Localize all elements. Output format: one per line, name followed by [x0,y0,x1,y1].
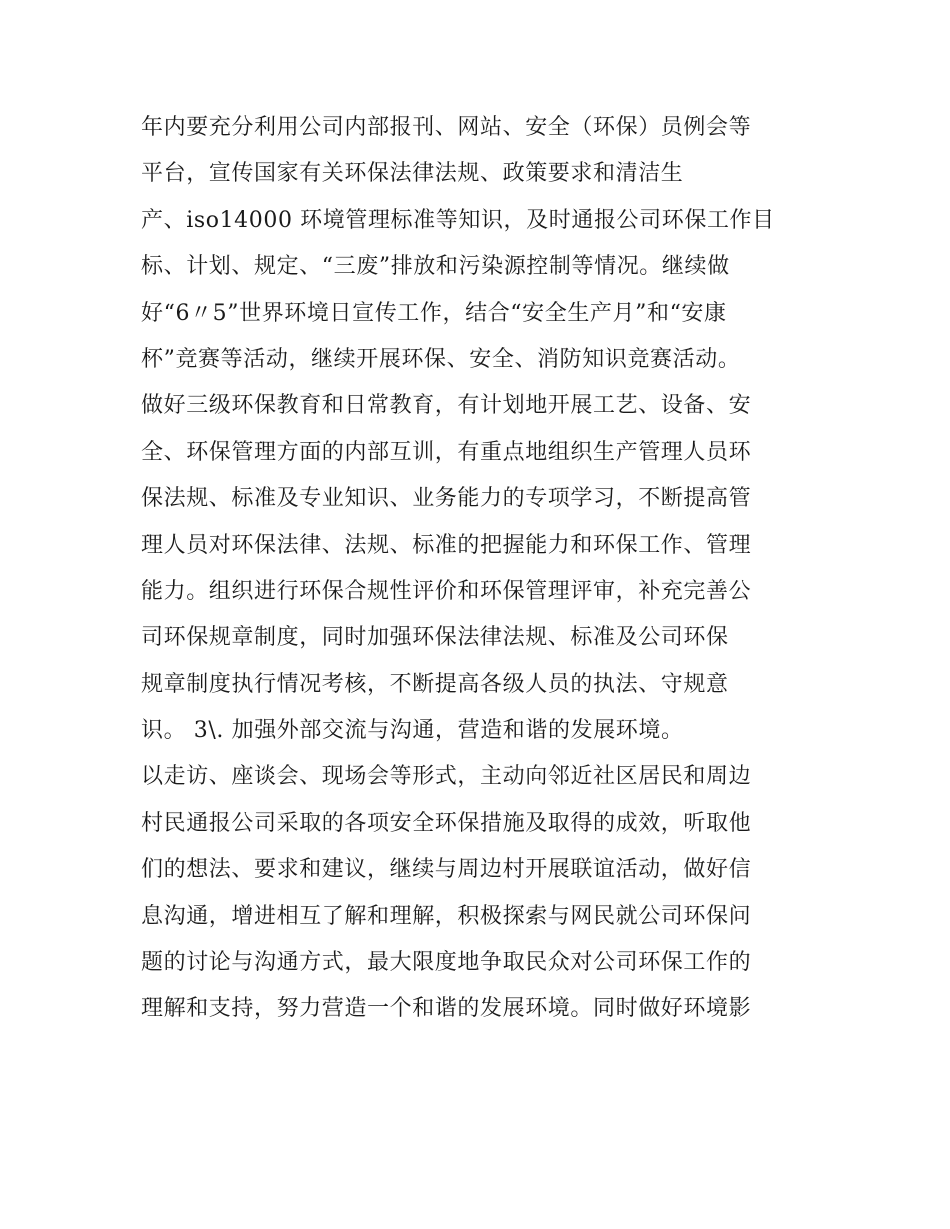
text-line: 题的讨论与沟通方式，最大限度地争取民众对公司环保工作的 [141,950,752,976]
text-line: 产、iso14000 环境管理标准等知识，及时通报公司环保工作目 [141,207,775,233]
text-line: 保法规、标准及专业知识、业务能力的专项学习，不断提高管 [141,486,752,512]
text-line: 标、计划、规定、“三废”排放和污染源控制等情况。继续做 [141,254,730,280]
text-line: 平台，宣传国家有关环保法律法规、政策要求和清洁生 [141,161,684,187]
text-line: 年内要充分利用公司内部报刊、网站、安全（环保）员例会等 [141,115,752,140]
text-line: 好“6〃5”世界环境日宣传工作，结合“安全生产月”和“安康 [141,300,727,326]
text-line: 全、环保管理方面的内部互训，有重点地组织生产管理人员环 [141,439,752,465]
body-text [141,105,821,1033]
text-line: 规章制度执行情况考核，不断提高各级人员的执法、守规意 [141,671,729,697]
text-line: 做好三级环保教育和日常教育，有计划地开展工艺、设备、安 [141,393,752,419]
text-line: 能力。组织进行环保合规性评价和环保管理评审，补充完善公 [141,578,752,604]
text-line: 们的想法、要求和建议，继续与周边村开展联谊活动，做好信 [141,857,752,883]
text-line: 息沟通，增进相互了解和理解，积极探索与网民就公司环保问 [141,903,752,929]
text-line: 理人员对环保法律、法规、标准的把握能力和环保工作、管理 [141,532,752,558]
text-line: 识。 3\. 加强外部交流与沟通，营造和谐的发展环境。 [141,718,684,744]
text-line: 司环保规章制度，同时加强环保法律法规、标准及公司环保 [141,625,729,651]
text-line: 以走访、座谈会、现场会等形式，主动向邻近社区居民和周边 [141,764,752,790]
text-line: 村民通报公司采取的各项安全环保措施及取得的成效，听取他 [141,810,752,836]
text-line: 杯”竞赛等活动，继续开展环保、安全、消防知识竞赛活动。 [141,346,741,372]
text-line: 理解和支持，努力营造一个和谐的发展环境。同时做好环境影 [141,996,752,1022]
